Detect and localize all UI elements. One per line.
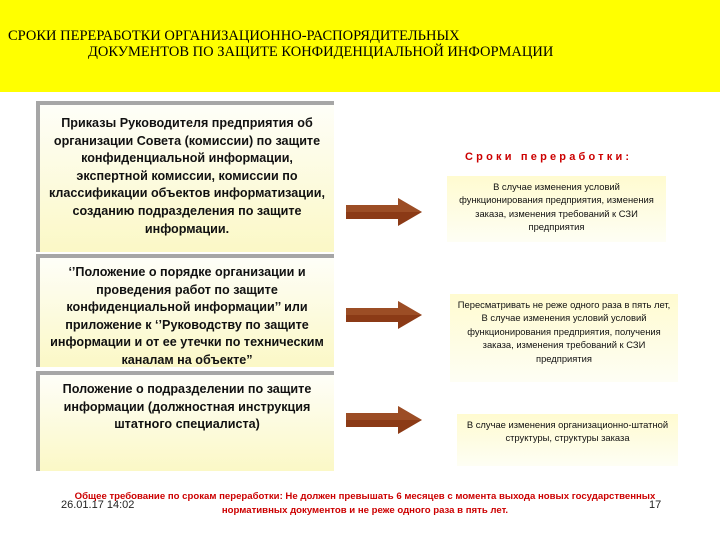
document-box-department <box>36 371 334 471</box>
slide-title-line-1: СРОКИ ПЕРЕРАБОТКИ ОРГАНИЗАЦИОННО-РАСПОРЯДИТЕЛЬНЫХ <box>8 28 460 44</box>
deadline-box-2 <box>450 294 678 382</box>
footer-date: 26.01.17 14:02 <box>61 499 135 511</box>
right-arrow-icon <box>346 301 422 329</box>
deadline-box-1-text: В случае изменения условий функционирования предприятия, изменения заказа, изменения требований к СЗИ предприятия <box>459 181 654 233</box>
deadline-box-3-text: В случае изменения организационно-штатной структуры, структуры заказа <box>466 419 669 444</box>
deadline-box-1 <box>447 176 666 242</box>
document-box-orders-text: Приказы Руководителя предприятия об организации Совета (комиссии) по защите конфиденциальной информации, экспертной комиссии, комиссии по классификации объектов информатизации, созданию подразделения по защите информации. <box>48 116 326 236</box>
document-box-department-text: Положение о подразделении по защите информации (должностная инструкция штатного специалиста) <box>62 382 312 432</box>
document-box-regulation <box>36 254 334 367</box>
page-number: 17 <box>649 499 662 511</box>
right-arrow-icon <box>346 406 422 434</box>
document-box-orders <box>36 101 334 252</box>
slide-title-line-2: ДОКУМЕНТОВ ПО ЗАЩИТЕ КОНФИДЕНЦИАЛЬНОЙ ИНФОРМАЦИИ <box>88 44 554 60</box>
general-requirement-note: Общее требование по срокам переработки: Не должен превышать 6 месяцев с момента выхода новых государственных нормативных документов и не реже одного раза в пять лет. <box>74 491 656 516</box>
deadlines-heading: Сроки переработки: <box>465 151 633 163</box>
deadline-box-3 <box>457 414 678 466</box>
deadline-box-2-text: Пересматривать не реже одного раза в пять лет, В случае изменения условий условий функционирования предприятия, получения заказа, изменения требований к СЗИ предприятия <box>457 299 671 364</box>
document-box-regulation-text: ‘’Положение о порядке организации и проведения работ по защите конфиденциальной информации’’ или приложение к ‘’Руководству по защите информации и от ее утечки по техническим каналам на объекте” <box>50 265 324 367</box>
right-arrow-icon <box>346 198 422 226</box>
